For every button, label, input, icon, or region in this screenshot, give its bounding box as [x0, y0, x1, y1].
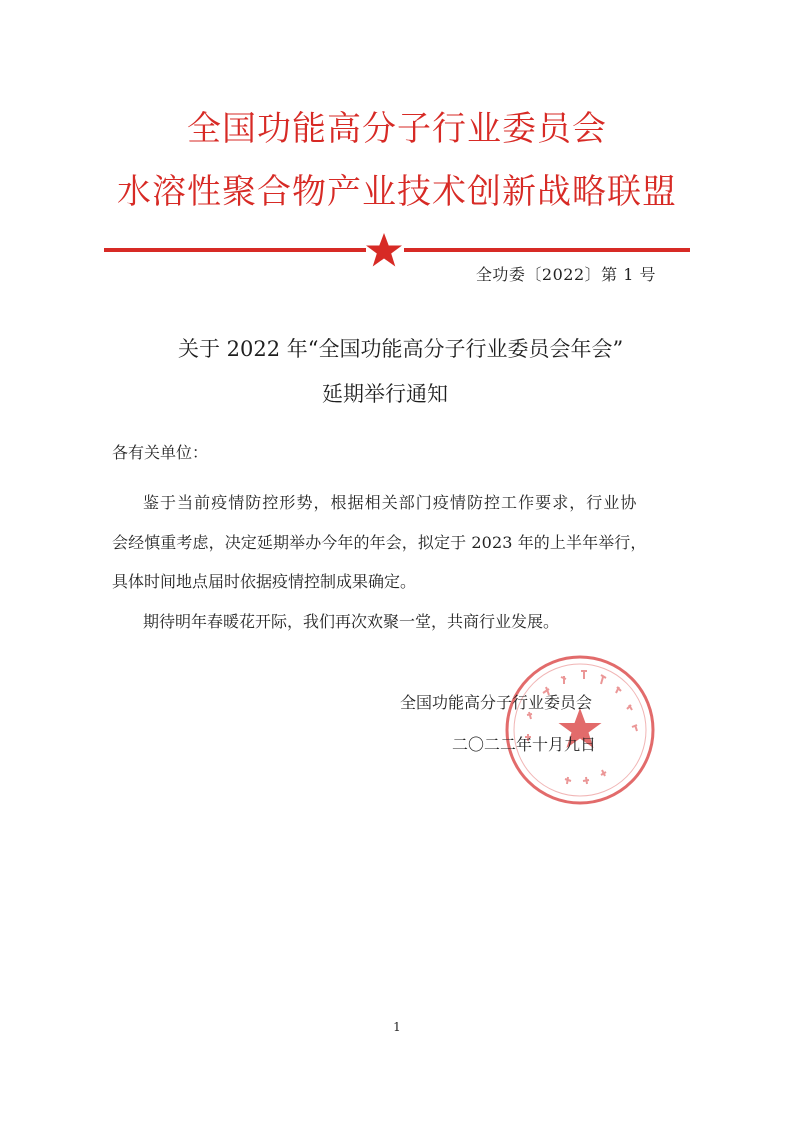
header-rule-right	[404, 248, 690, 252]
star-icon	[364, 232, 404, 268]
paragraph-line: 鉴于当前疫情防控形势，根据相关部门疫情防控工作要求，行业协	[143, 493, 638, 512]
header-rule-left	[104, 248, 366, 252]
salutation: 各有关单位：	[112, 443, 209, 462]
signature-organization: 全国功能高分子行业委员会	[400, 693, 593, 712]
notice-title-line2: 延期举行通知	[322, 382, 448, 406]
paragraph-line: 具体时间地点届时依据疫情控制成果确定。	[112, 572, 417, 591]
closing-paragraph: 期待明年春暖花开际，我们再次欢聚一堂，共商行业发展。	[143, 612, 560, 631]
official-seal	[503, 653, 657, 807]
document-number: 全功委〔2022〕第 1 号	[475, 265, 656, 284]
organization-name: 全国功能高分子行业委员会	[187, 109, 607, 149]
page-number: 1	[393, 1020, 401, 1034]
alliance-name: 水溶性聚合物产业技术创新战略联盟	[117, 172, 677, 212]
signature-date: 二〇二二年十月九日	[452, 735, 597, 754]
notice-title: 关于 2022 年“全国功能高分子行业委员会年会”	[178, 337, 624, 361]
paragraph-line: 会经慎重考虑，决定延期举办今年的年会，拟定于 2023 年的上半年举行，	[112, 533, 647, 552]
